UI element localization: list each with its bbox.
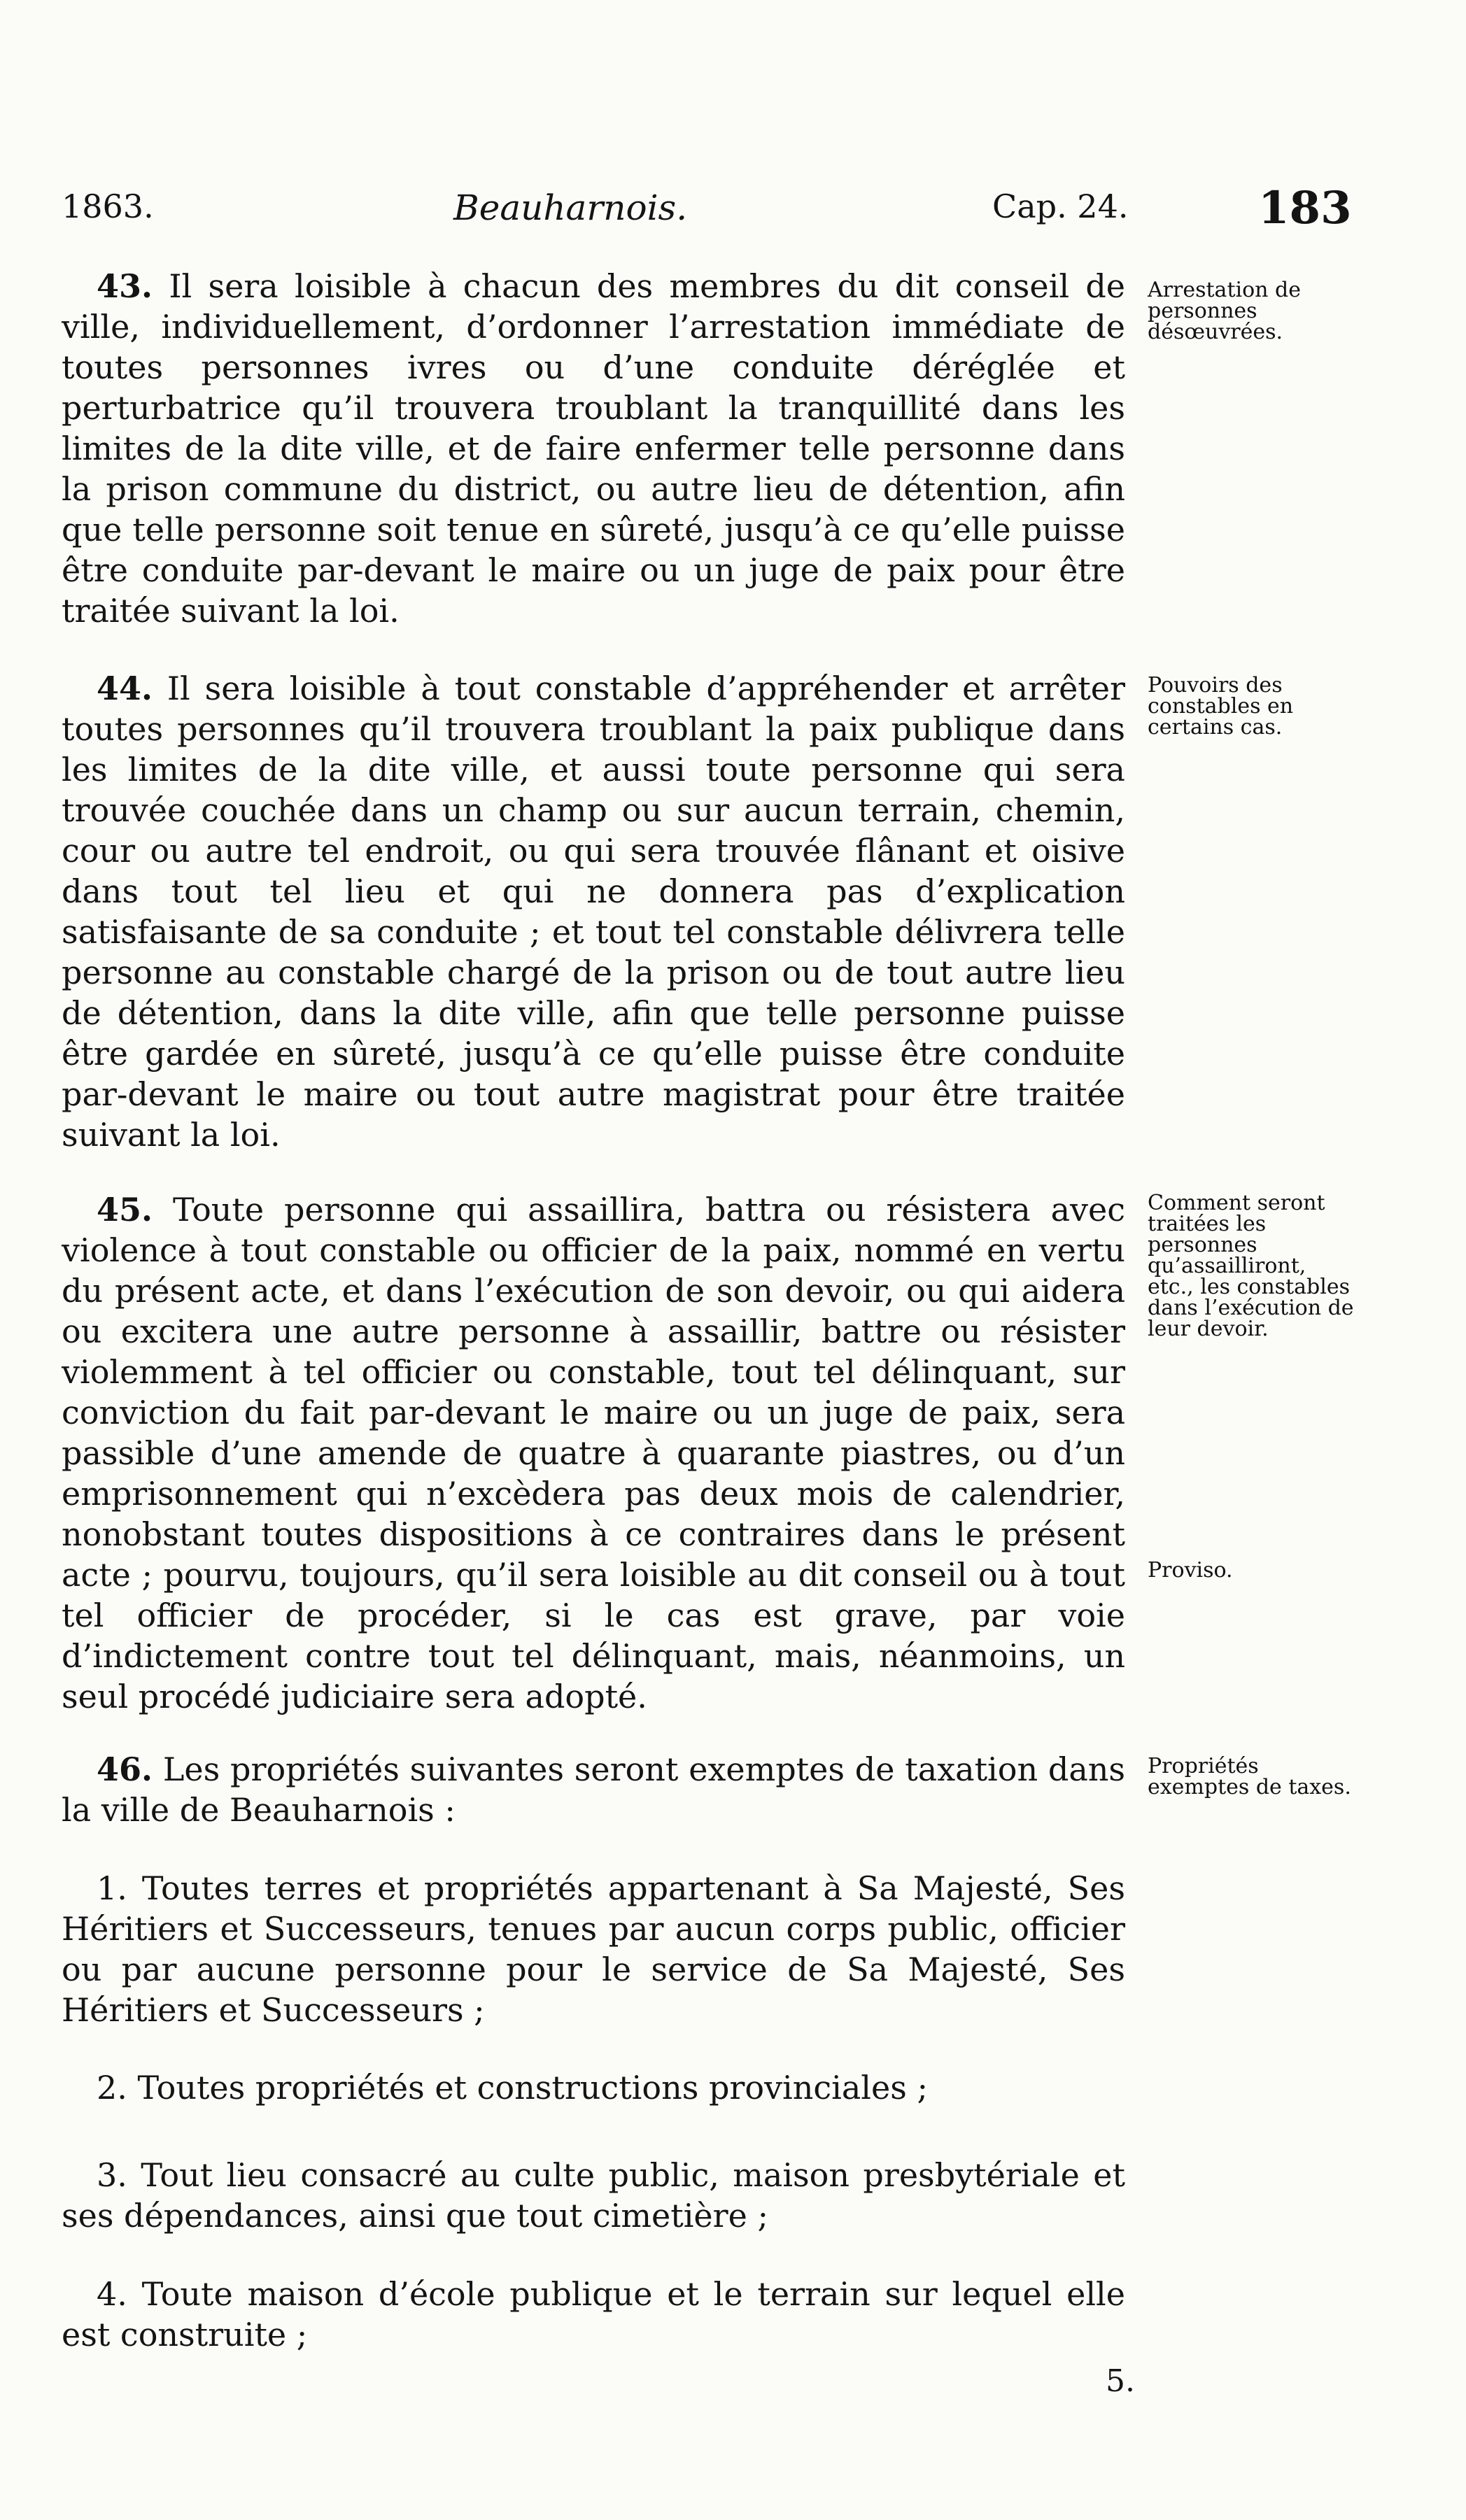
header-chapter: Cap. 24. <box>992 187 1129 225</box>
section-number: 46. <box>97 1750 153 1788</box>
section-43 <box>62 266 1125 631</box>
section-number: 43. <box>97 267 153 305</box>
section-45 <box>62 1189 1125 1717</box>
catchword: 5. <box>1106 2363 1135 2399</box>
section-text: Toute personne qui assaillira, battra ou résistera avec violence à tout constable ou officier de la paix, nommé en vertu du présent acte, et dans l’exécution de son devoir, ou qui aidera ou excitera une autre personne à assaillir, battre ou résister violemment à tel officier ou constable, tout tel délinquant, sur conviction du fait par-devant le maire ou un juge de paix, sera passible d’une amende de quatre à quarante piastres, ou d’un emprisonnement qui n’excèdera pas deux mois de calendrier, nonobstant toutes dispositions à ce contraires dans le présent acte ; pourvu, toujours, qu’il sera loisible au dit conseil ou à tout tel officier de procéder, si le cas est grave, par voie d’indictement contre tout tel délinquant, mais, néanmoins, un seul procédé judiciaire sera adopté. <box>62 1191 1126 1715</box>
header-year: 1863. <box>62 187 154 225</box>
section-text: Il sera loisible à tout constable d’appréhender et arrêter toutes personnes qu’il trouvera troublant la paix publique dans les limites de la dite ville, et aussi toute personne qui sera trouvée couchée dans un champ ou sur aucun terrain, chemin, cour ou autre tel endroit, ou qui sera trouvée flânant et oisive dans tout tel lieu et qui ne donnera pas d’explication satisfaisante de sa conduite ; et tout tel constable délivrera telle personne au constable chargé de la prison ou de tout autre lieu de détention, dans la dite ville, afin que telle personne puisse être gardée en sûreté, jusqu’à ce qu’elle puisse être conduite par-devant le maire ou tout autre magistrat pour être traitée suivant la loi. <box>62 670 1125 1154</box>
margin-note-46: Propriétés exemptes de taxes. <box>1148 1754 1351 1799</box>
margin-note-proviso: Proviso. <box>1148 1558 1233 1583</box>
page-number: 183 <box>1258 182 1352 234</box>
section-46 <box>62 1749 1125 1830</box>
margin-note-44: Pouvoirs des constables en certains cas. <box>1148 673 1294 739</box>
margin-note-45: Comment seront traitées les personnes qu’assailliront, etc., les constables dans l’exécution de leur devoir. <box>1148 1191 1354 1341</box>
list-item: 3. Tout lieu consacré au culte public, maison presbytériale et ses dépendances, ainsi que tout cimetière ; <box>62 2156 1125 2235</box>
section-text: Les propriétés suivantes seront exemptes de taxation dans la ville de Beauharnois : <box>62 1750 1125 1829</box>
list-item: 2. Toutes propriétés et constructions provinciales ; <box>97 2069 928 2107</box>
section-number: 45. <box>97 1191 153 1229</box>
list-item: 4. Toute maison d’école publique et le terrain sur lequel elle est construite ; <box>62 2275 1125 2353</box>
header-title: Beauharnois. <box>453 187 688 228</box>
running-header <box>62 182 1352 243</box>
section-44 <box>62 668 1125 1155</box>
section-number: 44. <box>97 670 153 707</box>
list-item: 1. Toutes terres et propriétés appartenant à Sa Majesté, Ses Héritiers et Successeurs, tenues par aucun corps public, officier ou par aucune personne pour le service de Sa Majesté, Ses Héritiers et Successeurs ; <box>62 1869 1125 2029</box>
margin-note-43: Arrestation de personnes désœuvrées. <box>1148 278 1301 344</box>
section-text: Il sera loisible à chacun des membres du dit conseil de ville, individuellement, d’ordonner l’arrestation immédiate de toutes personnes ivres ou d’une conduite déréglée et perturbatrice qu’il trouvera troublant la tranquillité dans les limites de la dite ville, et de faire enfermer telle personne dans la prison commune du district, ou autre lieu de détention, afin que telle personne soit tenue en sûreté, jusqu’à ce qu’elle puisse être conduite par-devant le maire ou un juge de paix pour être traitée suivant la loi. <box>62 267 1125 630</box>
